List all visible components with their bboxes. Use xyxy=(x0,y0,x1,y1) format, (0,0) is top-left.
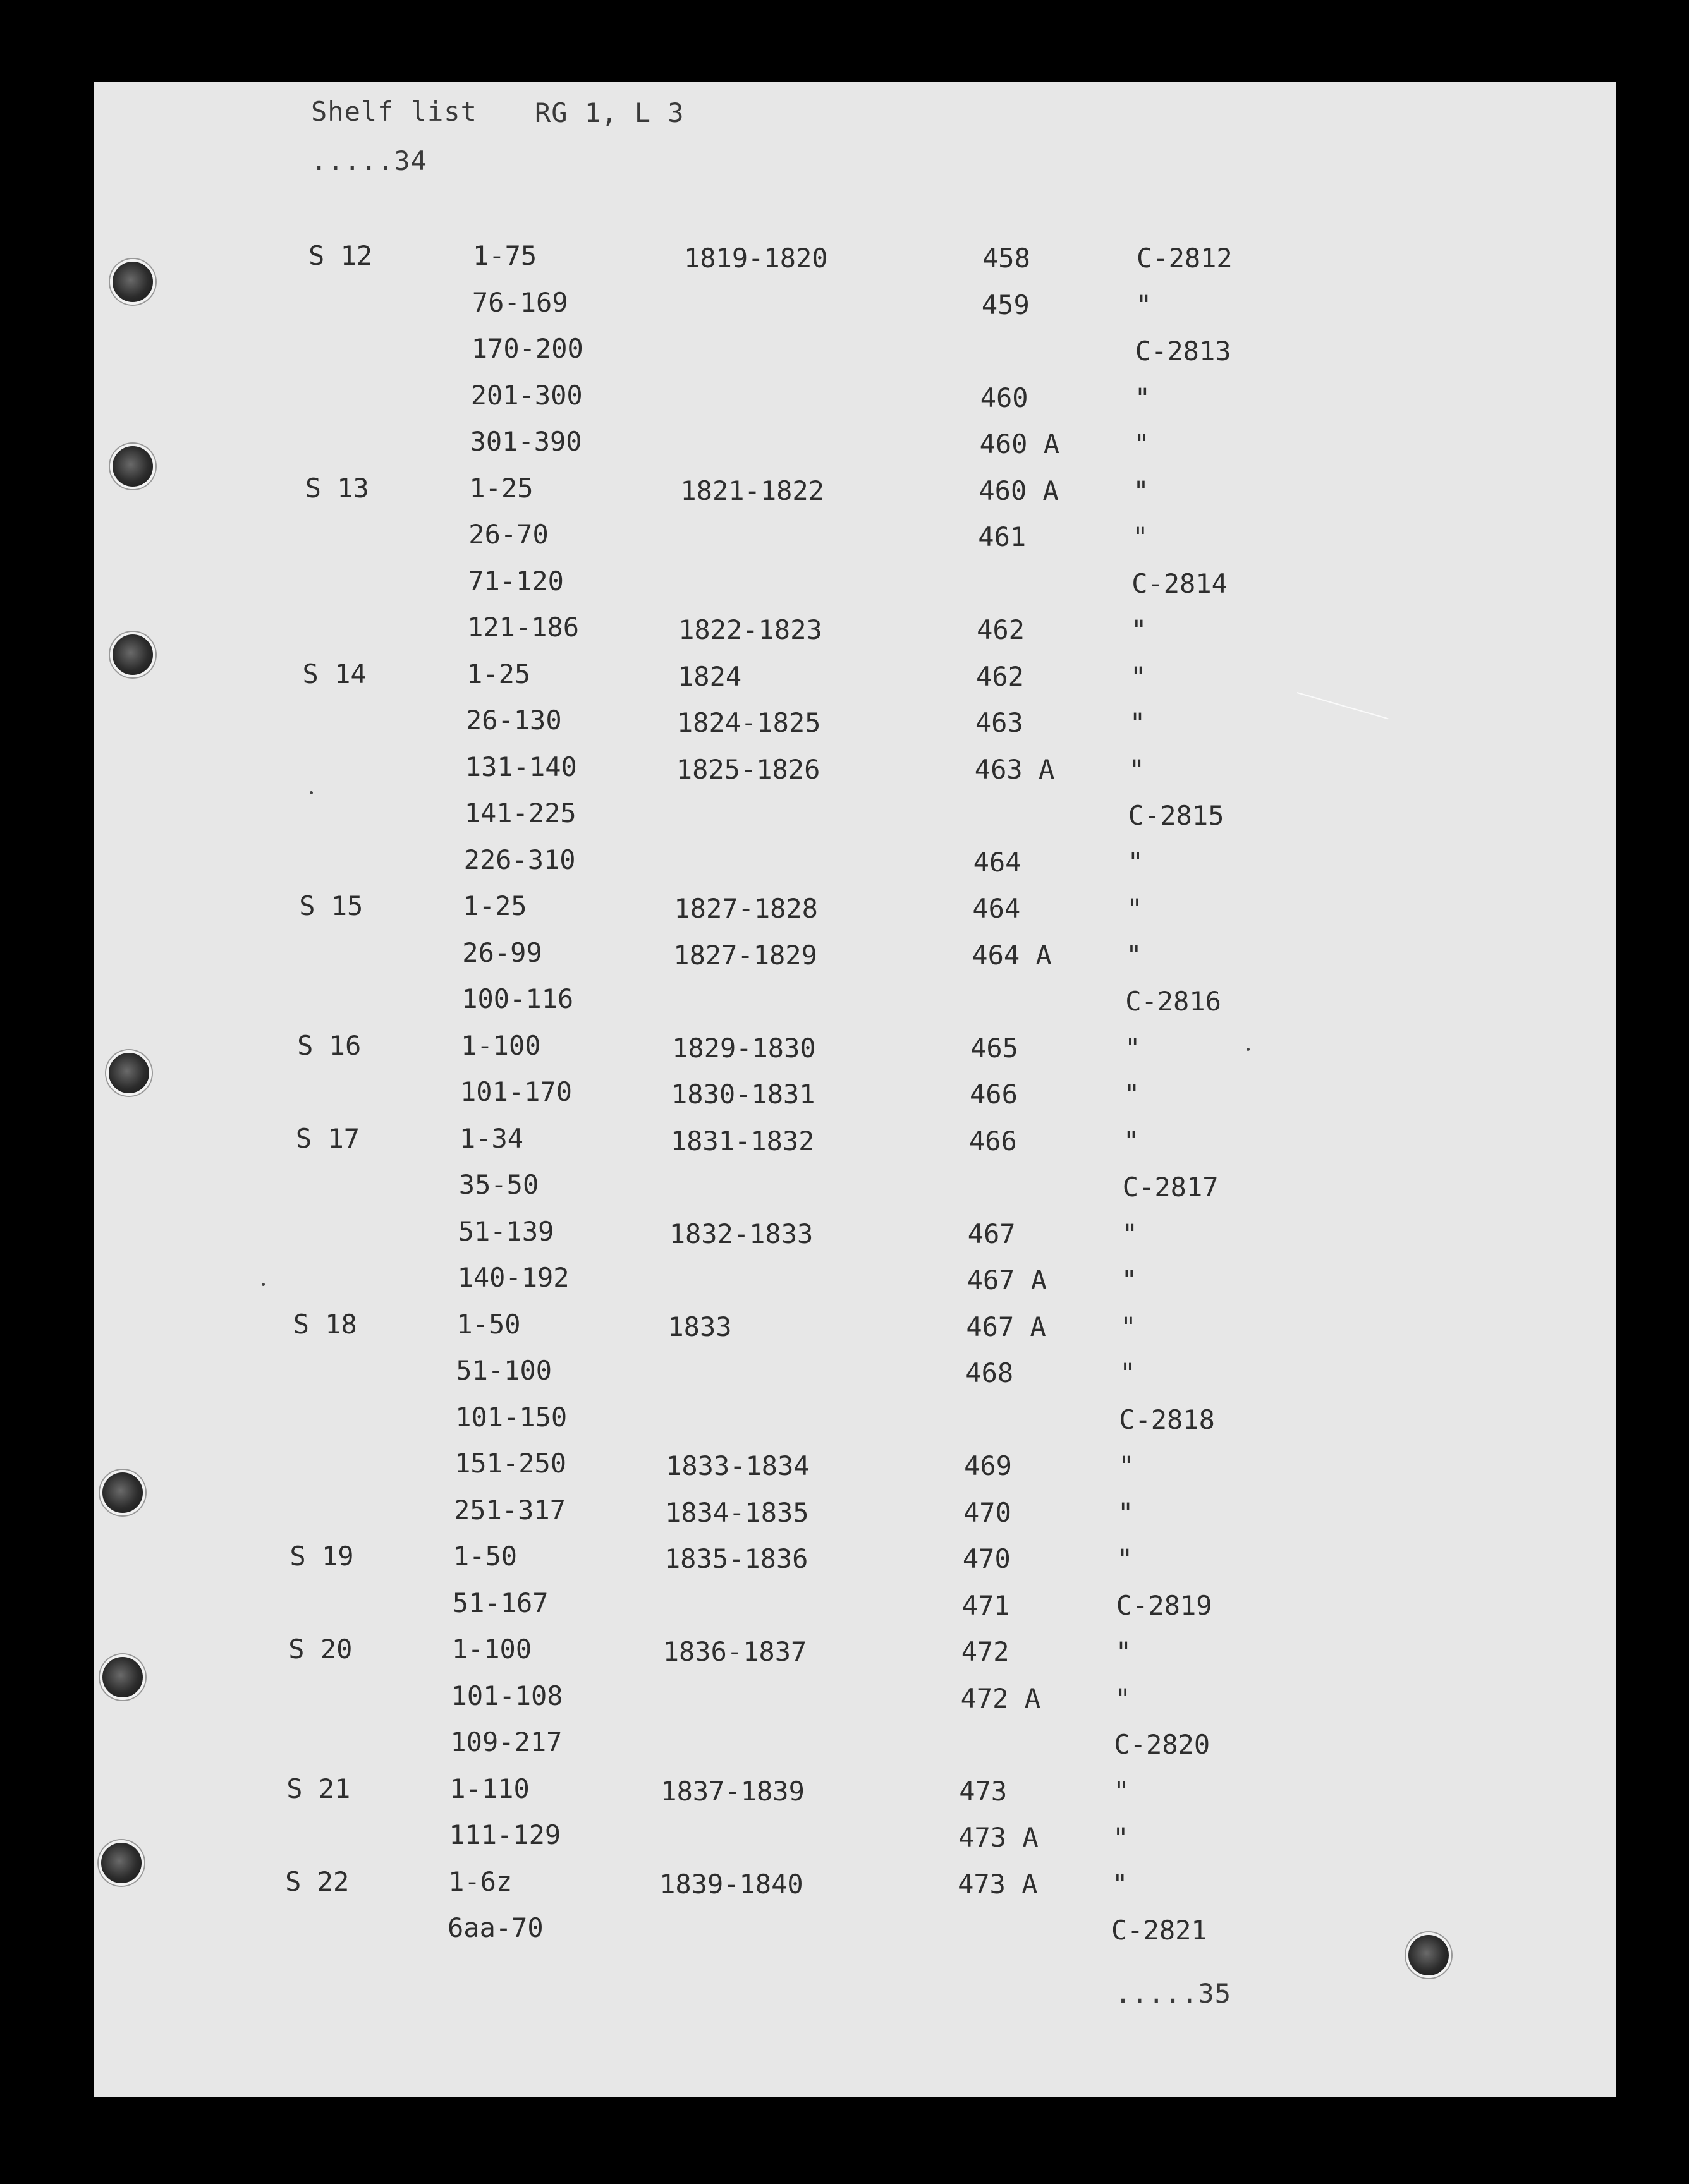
reel-cell: " xyxy=(1121,1265,1137,1295)
range-cell: 111-129 xyxy=(449,1819,561,1850)
range-cell: 131-140 xyxy=(465,751,577,782)
volume-cell: 462 xyxy=(976,660,1024,692)
years-cell: 1833-1834 xyxy=(666,1450,810,1481)
range-cell: 201-300 xyxy=(470,379,583,411)
paper-speck xyxy=(310,791,313,794)
range-cell: 151-250 xyxy=(454,1448,567,1479)
shelf-list-title: Shelf list xyxy=(311,96,477,127)
volume-cell: 473 A xyxy=(958,1868,1038,1900)
punch-hole xyxy=(100,1654,145,1700)
range-cell: 26-99 xyxy=(462,937,542,968)
range-cell: 101-150 xyxy=(455,1401,568,1433)
reel-cell: C-2817 xyxy=(1122,1172,1219,1203)
volume-cell: 464 xyxy=(973,846,1021,878)
volume-cell: 463 xyxy=(975,707,1023,738)
punch-hole xyxy=(110,259,155,305)
punch-hole xyxy=(106,1050,152,1096)
reel-cell: C-2814 xyxy=(1131,567,1228,599)
reel-cell: C-2818 xyxy=(1119,1404,1215,1435)
volume-cell: 460 xyxy=(980,382,1028,413)
document-page xyxy=(94,82,1616,2097)
years-cell: 1825-1826 xyxy=(676,753,820,785)
years-cell: 1836-1837 xyxy=(662,1636,807,1667)
reel-cell: C-2819 xyxy=(1116,1589,1212,1621)
volume-cell: 472 A xyxy=(960,1682,1041,1714)
reel-cell: " xyxy=(1133,428,1150,459)
range-cell: 1-100 xyxy=(461,1029,541,1061)
series-cell: S 22 xyxy=(285,1866,350,1897)
reel-cell: C-2816 xyxy=(1125,986,1221,1017)
reel-cell: " xyxy=(1126,893,1143,924)
range-cell: 1-25 xyxy=(466,658,531,689)
paper-scratch xyxy=(1297,692,1389,719)
series-cell: S 20 xyxy=(288,1634,353,1665)
years-cell: 1837-1839 xyxy=(661,1775,805,1807)
years-cell: 1821-1822 xyxy=(680,475,824,506)
volume-cell: 470 xyxy=(962,1543,1011,1574)
reel-cell: " xyxy=(1125,1032,1141,1064)
range-cell: 76-169 xyxy=(472,286,568,318)
volume-cell: 461 xyxy=(978,521,1027,552)
range-cell: 101-170 xyxy=(460,1076,573,1107)
reel-cell: " xyxy=(1127,846,1143,878)
reel-cell: " xyxy=(1115,1636,1131,1667)
range-cell: 109-217 xyxy=(450,1726,563,1757)
range-cell: 1-75 xyxy=(473,240,537,271)
reel-cell: " xyxy=(1118,1496,1134,1528)
volume-cell: 464 xyxy=(972,893,1021,924)
record-group-label: RG 1, L 3 xyxy=(535,97,685,128)
volume-cell: 458 xyxy=(982,243,1030,274)
range-cell: 71-120 xyxy=(468,565,564,597)
range-cell: 1-100 xyxy=(451,1634,532,1665)
range-cell: 121-186 xyxy=(467,612,580,643)
volume-cell: 471 xyxy=(961,1589,1010,1621)
years-cell: 1829-1830 xyxy=(672,1032,816,1064)
reel-cell: " xyxy=(1129,707,1146,738)
volume-cell: 473 A xyxy=(958,1822,1039,1853)
series-cell: S 16 xyxy=(297,1029,362,1061)
years-cell: 1832-1833 xyxy=(669,1218,814,1249)
volume-cell: 472 xyxy=(961,1636,1009,1667)
reel-cell: " xyxy=(1126,939,1142,971)
reel-cell: " xyxy=(1116,1543,1133,1574)
years-cell: 1822-1823 xyxy=(678,614,822,645)
volume-cell: 464 A xyxy=(972,939,1052,971)
reel-cell: " xyxy=(1113,1775,1130,1807)
volume-cell: 466 xyxy=(970,1079,1018,1110)
series-cell: S 12 xyxy=(308,240,373,271)
series-cell: S 15 xyxy=(299,890,363,921)
paper-speck xyxy=(1247,1048,1250,1051)
series-cell: S 18 xyxy=(293,1308,357,1340)
range-cell: 26-130 xyxy=(465,705,562,736)
reel-cell: C-2812 xyxy=(1137,243,1233,274)
reel-cell: " xyxy=(1113,1822,1129,1853)
volume-cell: 460 A xyxy=(979,428,1060,459)
series-cell: S 13 xyxy=(305,472,369,504)
volume-cell: 463 A xyxy=(974,753,1055,785)
volume-cell: 470 xyxy=(963,1496,1011,1528)
volume-cell: 473 xyxy=(959,1775,1008,1807)
years-cell: 1827-1828 xyxy=(674,893,818,924)
volume-cell: 465 xyxy=(970,1032,1018,1064)
range-cell: 251-317 xyxy=(454,1494,566,1526)
range-cell: 51-100 xyxy=(456,1355,552,1386)
range-cell: 1-110 xyxy=(449,1773,530,1804)
range-cell: 6aa-70 xyxy=(448,1912,544,1943)
reel-cell: C-2815 xyxy=(1128,800,1224,831)
series-cell: S 14 xyxy=(302,658,367,689)
years-cell: 1830-1831 xyxy=(671,1079,815,1110)
reel-cell: " xyxy=(1119,1357,1136,1388)
range-cell: 301-390 xyxy=(470,426,582,457)
range-cell: 101-108 xyxy=(451,1680,563,1711)
volume-cell: 467 A xyxy=(966,1311,1046,1342)
reel-cell: " xyxy=(1130,660,1147,692)
range-cell: 1-25 xyxy=(469,472,534,504)
reel-cell: " xyxy=(1123,1125,1140,1156)
range-cell: 35-50 xyxy=(458,1169,539,1200)
reel-cell: " xyxy=(1133,475,1149,506)
reel-cell: " xyxy=(1134,382,1150,413)
series-cell: S 19 xyxy=(290,1541,354,1572)
range-cell: 100-116 xyxy=(461,983,574,1014)
years-cell: 1835-1836 xyxy=(664,1543,808,1574)
range-cell: 226-310 xyxy=(463,844,576,875)
punch-hole xyxy=(100,1470,145,1515)
punch-hole xyxy=(99,1840,144,1886)
range-cell: 1-6z xyxy=(448,1866,513,1897)
volume-cell: 467 xyxy=(967,1218,1016,1249)
volume-cell: 459 xyxy=(981,289,1030,320)
reel-cell: " xyxy=(1128,753,1145,785)
range-cell: 51-139 xyxy=(458,1215,554,1247)
years-cell: 1824-1825 xyxy=(676,707,821,738)
volume-cell: 468 xyxy=(965,1357,1014,1388)
reel-cell: " xyxy=(1114,1682,1131,1714)
punch-hole xyxy=(110,632,155,677)
range-cell: 140-192 xyxy=(457,1262,570,1293)
volume-cell: 462 xyxy=(977,614,1025,645)
years-cell: 1827-1829 xyxy=(673,939,817,971)
range-cell: 141-225 xyxy=(464,798,576,828)
next-page-ref: .....35 xyxy=(1115,1978,1232,2009)
reel-cell: " xyxy=(1118,1450,1135,1481)
punch-hole xyxy=(110,444,155,489)
reel-cell: " xyxy=(1132,521,1149,552)
reel-cell: " xyxy=(1121,1218,1138,1249)
range-cell: 26-70 xyxy=(468,519,549,550)
years-cell: 1833 xyxy=(668,1311,732,1342)
volume-cell: 469 xyxy=(964,1450,1012,1481)
years-cell: 1824 xyxy=(678,660,742,692)
volume-cell: 466 xyxy=(968,1125,1017,1156)
series-cell: S 21 xyxy=(286,1773,351,1804)
years-cell: 1839-1840 xyxy=(659,1868,803,1900)
reel-cell: " xyxy=(1135,289,1152,320)
years-cell: 1819-1820 xyxy=(684,243,828,274)
reel-cell: C-2813 xyxy=(1135,336,1231,367)
reel-cell: " xyxy=(1131,614,1147,645)
volume-cell: 460 A xyxy=(979,475,1059,506)
range-cell: 1-25 xyxy=(463,890,527,921)
reel-cell: " xyxy=(1124,1079,1140,1110)
reel-cell: C-2821 xyxy=(1111,1915,1207,1946)
reel-cell: C-2820 xyxy=(1114,1729,1210,1760)
range-cell: 170-200 xyxy=(471,333,583,364)
range-cell: 1-50 xyxy=(453,1541,518,1572)
paper-speck xyxy=(262,1283,265,1286)
reel-cell: " xyxy=(1112,1868,1128,1900)
years-cell: 1834-1835 xyxy=(665,1496,809,1528)
years-cell: 1831-1832 xyxy=(670,1125,815,1156)
punch-hole xyxy=(1406,1932,1451,1978)
range-cell: 1-34 xyxy=(459,1122,524,1154)
range-cell: 1-50 xyxy=(456,1308,521,1340)
previous-page-ref: .....34 xyxy=(311,145,428,176)
volume-cell: 467 A xyxy=(966,1265,1047,1295)
series-cell: S 17 xyxy=(295,1122,360,1154)
range-cell: 51-167 xyxy=(452,1587,549,1618)
reel-cell: " xyxy=(1120,1311,1137,1342)
